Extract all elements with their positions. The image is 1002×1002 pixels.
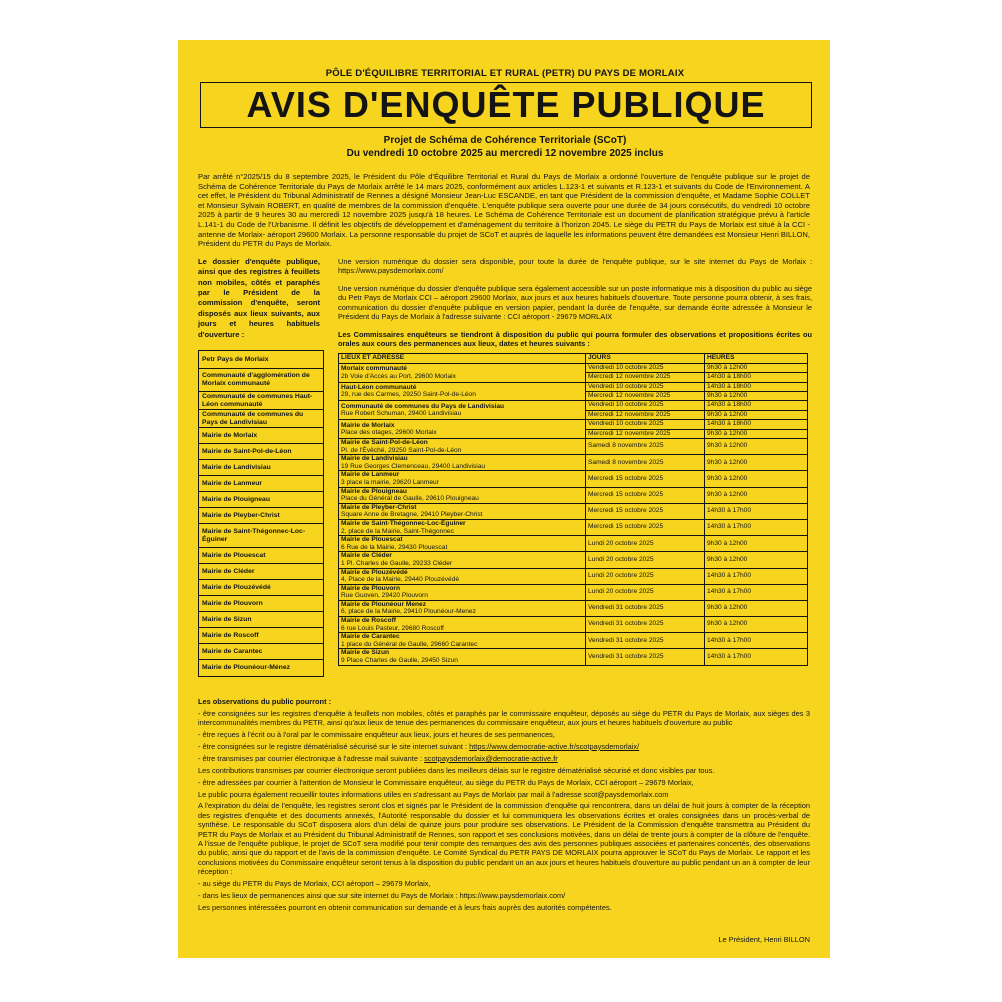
hours-cell: 9h30 à 12h00 [705, 429, 808, 438]
location-item: Mairie de Plouescat [199, 548, 323, 564]
location-item: Mairie de Morlaix [199, 428, 323, 444]
organisation-name: PÔLE D'ÉQUILIBRE TERRITORIAL ET RURAL (PETR) DU PAYS DE MORLAIX [325, 68, 685, 79]
location-item: Petr Pays de Morlaix [199, 351, 323, 369]
place-cell [339, 536, 586, 552]
intro-paragraph: Par arrêté n°2025/15 du 8 septembre 2025, le Président du Pôle d'Équilibre Territorial et Rural du Pays de Morlaix a ordonné l'ouverture de l'enquête publique sur le projet de Schéma de Cohérence Territoriale du Pays de Morlaix arrêté le 14 mars 2025, conformément aux articles L.123-1 et suivants et R.123-1 et suivants du Code de l'Environnement. A cet effet, le Président du Tribunal Administratif de Rennes a désigné Monsieur Jean-Luc ESCANDE, en tant que Président de la commission d'enquête, et Madame Sophie COLLET et Monsieur Sylvain ROBERT, en qualité de membres de la commission d'enquête. L'enquête publique sera ouverte pour une durée de 34 jours consécutifs, du vendredi 10 octobre 2025 à partir de 9 heures 30 au mercredi 12 novembre 2025 jusqu'à 18 heures. Le Schéma de Cohérence Territoriale est un document de planification stratégique prévu à l'article L.141-1 du Code de l'Urbanisme. Il définit les objectifs de développement et d'aménagement du territoire à l'horizon 2045. Le siège du PETR du Pays de Morlaix est situé à la CCI -antenne de Morlaix- aéroport 29600 Morlaix. La personne responsable du projet de SCoT et auprès de laquelle les informations peuvent être demandées est Monsieur Henri BILLON, Président du PETR du Pays de Morlaix. [198, 172, 810, 249]
place-name: Mairie de Saint-Pol-de-Léon [341, 439, 428, 446]
day-cell: Lundi 20 octobre 2025 [586, 584, 705, 600]
place-name: Mairie de Plouzévédé [341, 568, 408, 576]
place-cell [339, 552, 586, 568]
location-item: Mairie de Sizun [199, 612, 323, 628]
permanences-body [339, 363, 808, 665]
place-address: 1 Pl. Charles de Gaulle, 29233 Cléder [341, 559, 453, 567]
hours-cell: 9h30 à 12h00 [705, 391, 808, 400]
day-cell: Lundi 20 octobre 2025 [586, 536, 705, 552]
place-cell [339, 600, 586, 616]
email-link[interactable]: scotpaysdemorlaix@democratie-active.fr [424, 753, 558, 763]
day-cell: Mercredi 15 octobre 2025 [586, 487, 705, 503]
place-cell [339, 382, 586, 401]
locations-list [198, 350, 324, 677]
place-address: 9 Place Charles de Gaulle, 29450 Sizun [341, 657, 458, 665]
place-cell [339, 649, 586, 665]
hours-cell: 9h30 à 12h00 [705, 471, 808, 487]
location-item: Mairie de Plouvorn [199, 596, 323, 612]
day-cell: Mercredi 12 novembre 2025 [586, 391, 705, 400]
permanences-intro: Les Commissaires enquêteurs se tiendront à disposition du public qui pourra formuler des observations et propositions écrites ou orales aux cours des permanences aux lieux, dates et heures suivants : [338, 329, 812, 349]
computer-access-text: Une version numérique du dossier d'enquête publique sera également accessible sur un poste informatique mis à disposition du public au siège du Petr Pays de Morlaix CCI – aéroport 29600 Morlaix, aux jours et aux heures habituels d'ouverture. Toute personne pourra obtenir, à ses frais, communication du dossier d'enquête publique en version papier, pendant la durée de l'enquête, sur demande écrite adressée à Monsieur le Président du Pays de Morlaix à l'adresse suivante : CCI aéroport - 29679 MORLAIX [338, 283, 812, 322]
place-address: Pl. de l'Évêché, 29250 Saint-Pol-de-Léon [341, 446, 462, 454]
hours-cell: 14h30 à 17h00 [705, 568, 808, 584]
place-name: Mairie de Carantec [341, 633, 400, 641]
location-item: Communauté de communes du Pays de Landivisiau [199, 410, 323, 428]
hours-cell: 14h30 à 18h00 [705, 401, 808, 410]
hours-cell: 14h30 à 17h00 [705, 584, 808, 600]
hours-cell: 9h30 à 12h00 [705, 487, 808, 503]
location-item: Mairie de Carantec [199, 644, 323, 660]
table-row [339, 552, 808, 568]
place-name: Mairie de Lanmeur [341, 471, 400, 479]
table-row [339, 420, 808, 429]
table-row [339, 584, 808, 600]
observation-item: - être adressées par courrier à l'attention de Monsieur le Commissaire enquêteur, au siège du PETR du Pays de Morlaix, CCI aéroport – 29679 Morlaix, [198, 777, 694, 787]
day-cell: Mercredi 12 novembre 2025 [586, 373, 705, 382]
place-name: Mairie de Landivisiau [341, 455, 408, 463]
table-row [339, 471, 808, 487]
place-address: 3 place la mairie, 29620 Lanmeur [341, 478, 439, 486]
day-cell: Mercredi 12 novembre 2025 [586, 429, 705, 438]
place-name: Mairie de Plounéour Menez [341, 600, 427, 608]
place-address: 6, place de la Mairie, 29410 Plounéour-Menez [341, 608, 476, 616]
observation-item [198, 742, 810, 751]
location-item: Mairie de Plouigneau [199, 492, 323, 508]
observations-section [198, 697, 810, 913]
table-row [339, 382, 808, 391]
day-cell: Vendredi 31 octobre 2025 [586, 649, 705, 665]
day-cell: Lundi 20 octobre 2025 [586, 568, 705, 584]
table-header-row [339, 353, 808, 363]
hours-cell: 14h30 à 18h00 [705, 382, 808, 391]
notice-poster [178, 40, 830, 958]
table-row [339, 649, 808, 665]
publication-text: Les contributions transmises par courrier électronique seront publiées dans les meilleurs délais sur le registre dématérialisé sécurisé et donc visibles par tous. [198, 765, 715, 775]
table-row [339, 633, 808, 649]
place-cell [339, 584, 586, 600]
permanences-table [338, 353, 808, 666]
place-name: Mairie de Roscoff [341, 617, 396, 625]
place-cell [339, 401, 586, 420]
day-cell: Vendredi 10 octobre 2025 [586, 401, 705, 410]
place-cell [339, 455, 586, 471]
place-cell [339, 633, 586, 649]
hours-cell: 9h30 à 12h00 [705, 552, 808, 568]
place-address: 4, Place de la Mairie, 29440 Plouzévédé [341, 576, 460, 584]
place-name: Mairie de Plouigneau [341, 487, 407, 495]
right-column [338, 257, 812, 666]
digital-dossier-text: Une version numérique du dossier sera disponible, pour toute la durée de l'enquête publique, sur le site internet du Pays de Morlaix : https://www.paysdemorlaix.com/ [338, 256, 812, 276]
observation-item: - être reçues à l'écrit ou à l'oral par le commissaire enquêteur aux lieux, jours et heures de ses permanences, [198, 729, 555, 739]
observation-item [198, 754, 810, 763]
table-row [339, 519, 808, 535]
hours-cell: 9h30 à 12h00 [705, 536, 808, 552]
location-item: Mairie de Plouzévédé [199, 580, 323, 596]
place-name: Communauté de communes du Pays de Landivisiau [341, 402, 505, 410]
availability-item: - au siège du PETR du Pays de Morlaix, CCI aéroport – 29679 Morlaix, [198, 879, 431, 889]
final-text: Les personnes intéressées pourront en obtenir communication sur demande et à leurs frais auprès des autorités compétentes. [198, 902, 612, 912]
day-cell: Vendredi 10 octobre 2025 [586, 382, 705, 391]
day-cell: Mercredi 15 octobre 2025 [586, 503, 705, 519]
place-name: Mairie de Saint-Thégonnec-Loc-Éguiner [341, 519, 466, 527]
day-cell: Vendredi 31 octobre 2025 [586, 633, 705, 649]
place-address: Place des otages, 29600 Morlaix [341, 429, 437, 437]
place-cell [339, 439, 586, 455]
day-cell: Vendredi 31 octobre 2025 [586, 600, 705, 616]
place-address: 19 Rue Georges Clemenceau, 29400 Landivisiau [341, 462, 486, 470]
place-address: 2b Voie d'Accès au Port, 29600 Morlaix [341, 372, 456, 380]
info-text: Le public pourra également recueillir toutes informations utiles en s'adressant au Pays de Morlaix par mail à l'adresse scot@paysdemorlaix.com [198, 789, 669, 799]
place-name: Mairie de Plouvorn [341, 584, 400, 592]
registry-link[interactable]: https://www.democratie-active.fr/scotpaysdemorlaix/ [469, 741, 640, 751]
place-address: Place du Général de Gaulle, 29610 Plouigneau [341, 495, 479, 503]
table-row [339, 600, 808, 616]
hours-cell: 9h30 à 12h00 [705, 455, 808, 471]
table-row [339, 487, 808, 503]
place-name: Haut-Léon communauté [341, 383, 417, 391]
place-cell [339, 519, 586, 535]
place-cell [339, 471, 586, 487]
place-address: 29, rue des Carmes, 29250 Saint-Pol-de-Léon [341, 391, 476, 399]
place-cell [339, 568, 586, 584]
day-cell: Mercredi 15 octobre 2025 [586, 519, 705, 535]
enquiry-dates: Du vendredi 10 octobre 2025 au mercredi 12 novembre 2025 inclus [346, 148, 664, 159]
location-item: Mairie de Saint-Thégonnec-Loc-Éguiner [199, 524, 323, 548]
project-name: Projet de Schéma de Cohérence Territoriale (SCoT) [383, 135, 627, 146]
place-cell [339, 363, 586, 382]
place-name: Mairie de Morlaix [341, 421, 395, 429]
place-cell [339, 617, 586, 633]
hours-cell: 9h30 à 12h00 [705, 363, 808, 372]
signature: Le Président, Henri BILLON [718, 935, 810, 944]
hours-cell: 14h30 à 17h00 [705, 503, 808, 519]
place-address: 2, place de la Mairie, Saint-Thégonnec [341, 527, 454, 535]
dossier-intro: Le dossier d'enquête publique, ainsi que des registres à feuillets non mobiles, côtés et paraphés par le Président de la commission d'enquête, seront disposés aux lieux suivants, aux jours et heures habituels d'ouverture : [198, 256, 320, 339]
location-item: Mairie de Cléder [199, 564, 323, 580]
header-jours: JOURS [586, 353, 705, 363]
location-item: Mairie de Lanmeur [199, 476, 323, 492]
hours-cell: 9h30 à 12h00 [705, 410, 808, 419]
hours-cell: 9h30 à 12h00 [705, 600, 808, 616]
place-address: 6 rue Louis Pasteur, 29680 Roscoff [341, 624, 444, 632]
day-cell: Mercredi 12 novembre 2025 [586, 410, 705, 419]
table-row [339, 617, 808, 633]
day-cell: Vendredi 10 octobre 2025 [586, 363, 705, 372]
day-cell: Vendredi 10 octobre 2025 [586, 420, 705, 429]
day-cell: Lundi 20 octobre 2025 [586, 552, 705, 568]
place-address: Rue Robert Schuman, 29400 Landivisiau [341, 410, 462, 418]
table-row [339, 363, 808, 372]
observations-title: Les observations du public pourront : [198, 696, 332, 706]
table-row [339, 455, 808, 471]
location-item: Mairie de Plounéour-Ménez [202, 664, 290, 671]
hours-cell: 14h30 à 17h00 [705, 633, 808, 649]
observation-item: - être consignées sur les registres d'enquête à feuillets non mobiles, côtés et paraphés par le commissaire enquêteur, déposés au siège du PETR du Pays de Morlaix, aux sièges des 3 intercommunalités membres du PETR, ainsi qu'aux lieux de tenue des permanences du commissaire enquêteur, aux jours et heures habituels d'ouverture au public [198, 708, 810, 728]
observation-text: - être transmises par courrier électronique à l'adresse mail suivante : [198, 753, 423, 763]
place-name: Morlaix communauté [341, 365, 407, 373]
place-name: Mairie de Pleyber-Christ [341, 503, 417, 511]
location-item: Mairie de Pleyber-Christ [199, 508, 323, 524]
availability-item: - dans les lieux de permanences ainsi que sur site internet du Pays de Morlaix : https://www.paysdemorlaix.com/ [198, 891, 566, 901]
location-item: Communauté d'agglomération de Morlaix communauté [199, 369, 323, 392]
place-name: Mairie de Plouescat [341, 536, 403, 544]
place-name: Mairie de Sizun [341, 649, 389, 657]
day-cell: Samedi 8 novembre 2025 [586, 439, 705, 455]
table-row [339, 503, 808, 519]
table-row [339, 401, 808, 410]
hours-cell: 9h30 à 12h00 [705, 617, 808, 633]
place-cell [339, 420, 586, 439]
day-cell: Vendredi 31 octobre 2025 [586, 617, 705, 633]
hours-cell: 9h30 à 12h00 [705, 439, 808, 455]
hours-cell: 14h30 à 18h00 [705, 373, 808, 382]
place-address: 6 Rue de la Mairie, 29430 Plouescat [341, 543, 448, 551]
place-address: Square Anne de Bretagne, 29410 Pleyber-Christ [341, 511, 483, 519]
middle-section [198, 257, 812, 697]
observation-text: - être consignées sur le registre dématérialisé sécurisé sur le site internet suivant : [198, 741, 468, 751]
hours-cell: 14h30 à 17h00 [705, 649, 808, 665]
place-cell [339, 503, 586, 519]
day-cell: Mercredi 15 octobre 2025 [586, 471, 705, 487]
table-row [339, 439, 808, 455]
closing-paragraph: A l'expiration du délai de l'enquête, les registres seront clos et signés par le Président de la commission d'enquête qui rencontrera, dans un délai de huit jours à compter de la réception des registres d'enquête et des documents annexés, l'Autorité responsable du dossier et lui communiquera les observations écrites et orales consignées dans un procès-verbal de synthèse. Le responsable du SCoT disposera alors d'un délai de quinze jours pour produire ses observations. Le Président de la Commission d'enquête transmettra au Président du PETR du Pays de Morlaix et au Président du Tribunal Administratif de Rennes, son rapport et ses conclusions motivées, dans un délai de trente jours à compter de la clôture de l'enquête. A l'issue de l'enquête publique, le projet de SCoT sera modifié pour tenir compte des remarques des avis des personnes publiques associées et partenaires concertés, des observations du public, ainsi que du rapport et de l'avis de la commission d'enquête. Le Comité Syndical du PETR PAYS DE MORLAIX pourra approuver le SCoT du Pays de Morlaix. Le rapport et les conclusions motivées du Commissaire enquêteur seront tenus à la disposition du public pendant un an aux jours et heures habituels d'ouverture au public pendant un an à compter de leur réception : [198, 801, 810, 877]
notice-title: AVIS D'ENQUÊTE PUBLIQUE [200, 82, 812, 128]
hours-cell: 14h30 à 18h00 [705, 420, 808, 429]
location-item: Mairie de Landivisiau [199, 460, 323, 476]
place-cell [339, 487, 586, 503]
place-address: Rue Guoven, 29420 Plouvorn [341, 592, 428, 600]
header-heures: HEURES [705, 353, 808, 363]
hours-cell: 14h30 à 17h00 [705, 519, 808, 535]
place-name: Mairie de Cléder [341, 552, 392, 560]
location-item: Mairie de Roscoff [199, 628, 323, 644]
location-item: Mairie de Saint-Pol-de-Léon [199, 444, 323, 460]
location-item: Communauté de communes Haut-Léon communauté [199, 392, 323, 410]
day-cell: Samedi 8 novembre 2025 [586, 455, 705, 471]
table-row [339, 536, 808, 552]
header-lieux: LIEUX ET ADRESSE [339, 353, 586, 363]
table-row [339, 568, 808, 584]
place-address: 1 place du Général de Gaulle, 29660 Carantec [341, 640, 478, 648]
left-column [198, 257, 324, 677]
